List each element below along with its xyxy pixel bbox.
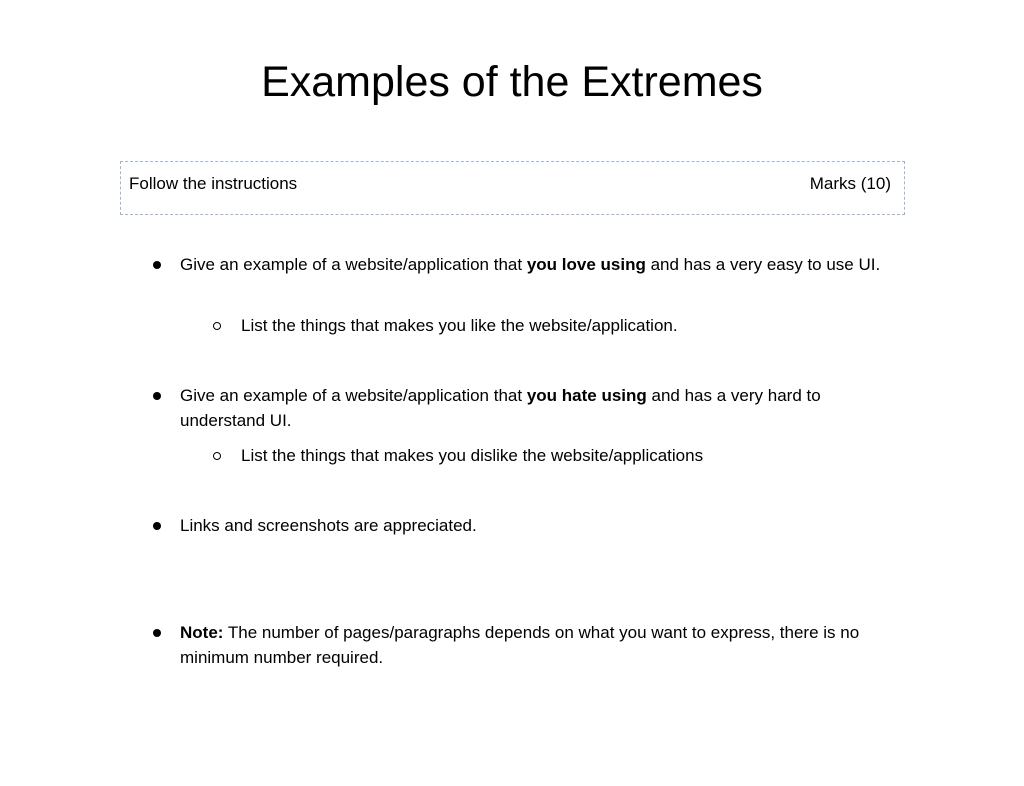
- instructions-box: [120, 161, 905, 215]
- list-item-emphasis: you love using: [526, 255, 646, 274]
- list-item-emphasis: Note:: [180, 623, 224, 642]
- sub-list-item-text: List the things that makes you dislike the website/applications: [241, 446, 704, 465]
- marks-label: Marks (10): [809, 174, 891, 193]
- list-item-text: Links and screenshots are appreciated.: [180, 516, 477, 535]
- sub-list-item-text: List the things that makes you like the website/application.: [241, 316, 678, 335]
- list-item-text-part: and has a very hard to understand UI.: [180, 386, 821, 430]
- list-item-text: [180, 620, 910, 670]
- list-item-emphasis: you hate using: [526, 386, 647, 405]
- list-item-text-part: and has a very easy to use UI.: [645, 255, 881, 274]
- list-item-text: [180, 383, 910, 433]
- list-item-text-part: Give an example of a website/application that: [180, 255, 527, 274]
- list-item-text: [180, 252, 910, 277]
- list-item-text-part: The number of pages/paragraphs depends on what you want to express, there is no minimum number required.: [180, 623, 860, 667]
- list-item-text-part: Give an example of a website/application that: [180, 386, 527, 405]
- page-title: Examples of the Extremes: [261, 58, 763, 106]
- instructions-label: Follow the instructions: [129, 174, 298, 193]
